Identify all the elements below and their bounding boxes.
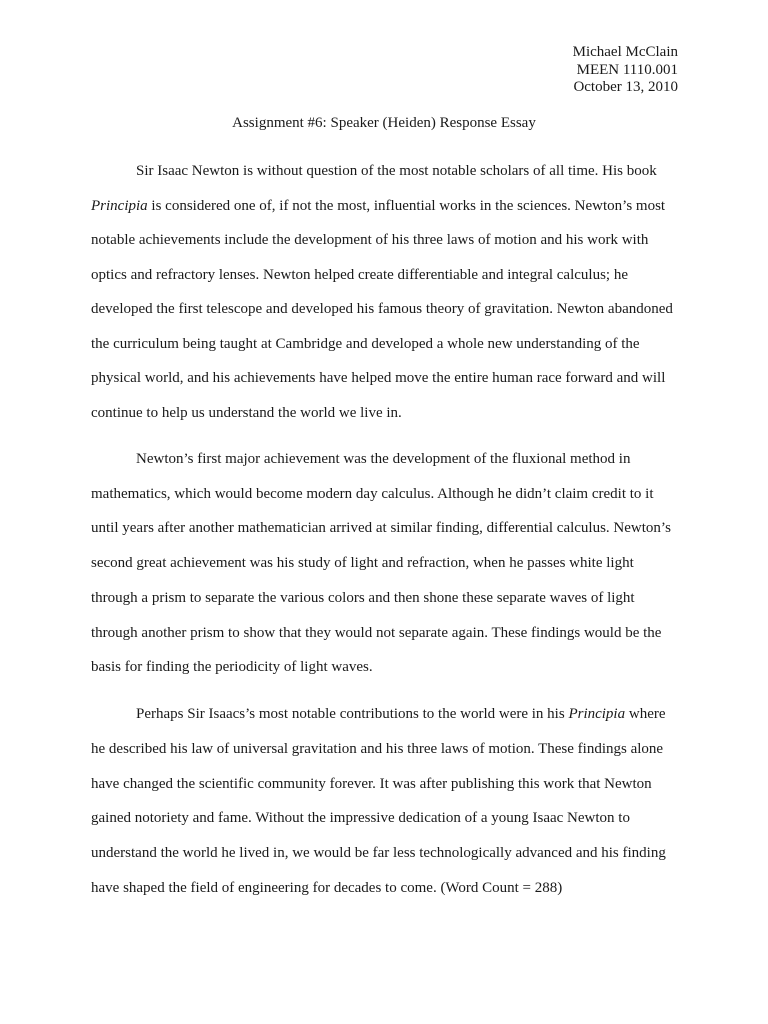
paragraph-line: basis for finding the periodicity of light waves. [91,659,373,676]
paragraph-line: through a prism to separate the various colors and then shone these separate waves of light [91,589,635,606]
paragraph-line [136,705,666,723]
paragraph-line: physical world, and his achievements have helped move the entire human race forward and will [91,370,666,386]
paragraph-line: the curriculum being taught at Cambridge and developed a whole new understanding of the [91,335,640,352]
essay-title: Assignment #6: Speaker (Heiden) Response Essay [232,115,536,131]
paragraph-line: gained notoriety and fame. Without the impressive dedication of a young Isaac Newton to [91,810,630,827]
paragraph-line: have changed the scientific community forever. It was after publishing this work that Newton [91,775,652,792]
paragraph-line: second great achievement was his study of light and refraction, when he passes white light [91,555,634,572]
paragraph-line: until years after another mathematician arrived at similar finding, differential calculus. Newton’s [91,520,671,537]
book-title-principia: Principia [568,706,626,722]
paragraph-line: mathematics, which would become modern day calculus. Although he didn’t claim credit to it [91,485,654,502]
paragraph-line: Newton’s first major achievement was the development of the fluxional method in [136,451,631,467]
submission-date: October 13, 2010 [573,79,678,95]
paragraph-line: notable achievements include the development of his three laws of motion and his work with [91,232,649,248]
author-header [573,44,678,97]
paragraph-line: optics and refractory lenses. Newton helped create differentiable and integral calculus; he [91,266,628,283]
author-name: Michael McClain [572,44,678,60]
word-count-line: have shaped the field of engineering for decades to come. (Word Count = 288) [91,880,563,896]
course-code: MEEN 1110.001 [576,61,678,78]
paragraph-line: developed the first telescope and developed his famous theory of gravitation. Newton abandoned [91,301,673,317]
paragraph-line-text: Perhaps Sir Isaacs’s most notable contributions to the world were in his [136,706,569,722]
paragraph-line-text: is considered one of, if not the most, influential works in the sciences. Newton’s most [147,197,666,214]
paragraph-line: continue to help us understand the world we live in. [91,404,402,421]
paragraph-line: he described his law of universal gravitation and his three laws of motion. These findings alone [91,740,664,757]
paragraph-line [91,197,665,215]
paragraph-line: Sir Isaac Newton is without question of the most notable scholars of all time. His book [136,163,657,179]
paragraph-line: through another prism to show that they would not separate again. These findings would be the [91,624,662,641]
paragraph-line: understand the world he lived in, we would be far less technologically advanced and his finding [91,845,666,862]
paragraph-line-text: where [625,706,666,722]
book-title-principia: Principia [91,197,148,214]
